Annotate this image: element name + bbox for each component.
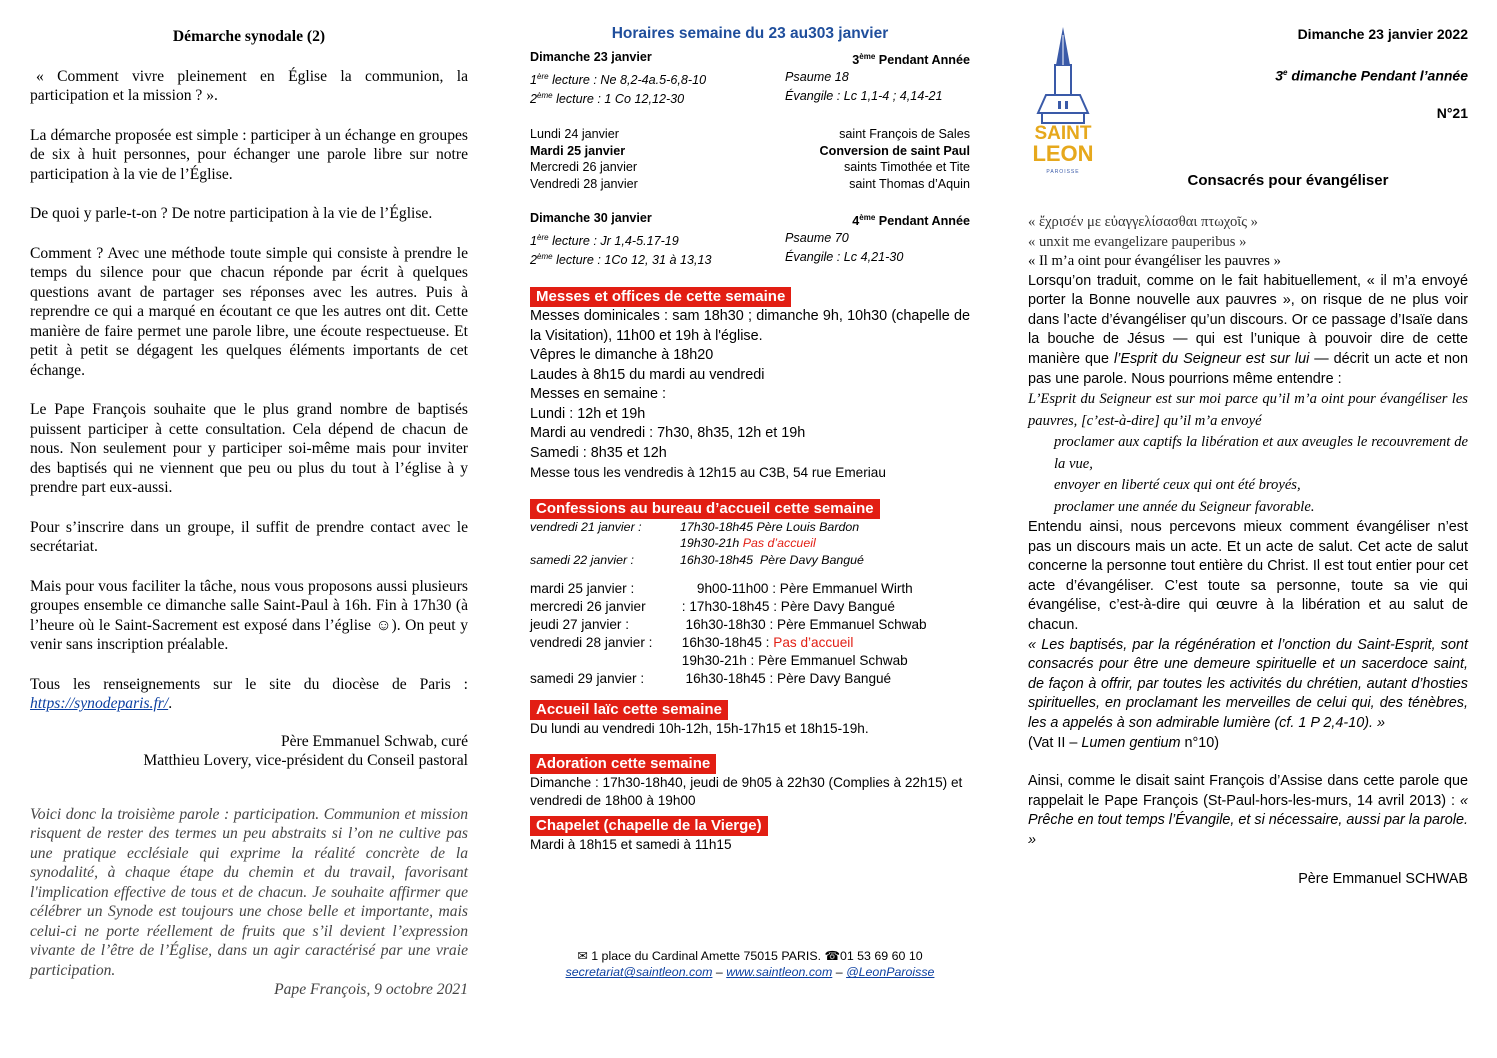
sunday1-num: 3 [852, 53, 860, 68]
sunday1-liturgy [852, 49, 970, 69]
weekday-saint: saint Thomas d’Aquin [849, 176, 970, 191]
confession-slot: 19h30-21h [680, 536, 743, 551]
issue-sunday-num: 3 [1275, 67, 1284, 84]
social-link[interactable]: @LeonParoisse [846, 965, 935, 980]
weekday-saint: saint François de Sales [839, 127, 970, 142]
confession-day [530, 652, 678, 670]
confession-day: samedi 22 janvier : [530, 552, 634, 567]
weekday-row [530, 143, 970, 160]
reading2-num: 2 [530, 92, 538, 107]
footer-sep: – [712, 965, 727, 980]
synodal-p4: Le Pape François souhaite que le plus grand nombre de baptisés puissent participer à cette consultation. Cela dépend de chacun de nous. Non seulement pour y participer soi-même mais pour inviter des baptisés qui ne viennent que peu ou plus du tout à l’église à y prendre part eux-aussi. [30, 401, 468, 496]
editorial-p1-a: Lorsqu’on traduit, comme on le fait habituellement, « il m’a envoyé porter la Bonne nouvelle aux pauvres », on risque de ne plus voir dans l’acte d’évangéliser qu’un discours. Or ce passage d’Isaïe dans la bouche de Jésus — qui est l’unique à pouvoir dire de cette manière que [1028, 272, 1468, 367]
editorial-p4-italic: « Prêche en tout temps l’Évangile, et si nécessaire, aussi par la parole. » [1028, 792, 1468, 848]
smiley-icon: ☺ [375, 616, 392, 634]
synodal-p7-end: . [168, 695, 173, 712]
chapelet-text: Mardi à 18h15 et samedi à 11h15 [530, 837, 732, 853]
confession-slot: 19h30-21h : Père Emmanuel Schwab [678, 653, 908, 669]
weekday-saint: saints Timothée et Tite [844, 160, 970, 175]
column-editorial [1028, 0, 1468, 889]
verse-french: « Il m’a oint pour évangéliser les pauvres » [1028, 253, 1281, 270]
confession-row [530, 552, 970, 569]
issue-number: N°21 [1436, 104, 1468, 121]
editorial-p1-b: — décrit un acte et non pas une parole. Nous pourrions même entendre : [1028, 350, 1469, 387]
verse-greek: « ἔχρισέν με εὐαγγελίσασθαι πτωχοῖς » [1028, 214, 1258, 231]
reading3-row [530, 230, 970, 250]
reading2 [530, 88, 684, 108]
sunday2-sup: ème [859, 213, 876, 223]
synodal-p7 [30, 675, 468, 714]
confession-day: vendredi 21 janvier : [530, 519, 642, 534]
weekday-day: Mardi 25 janvier [530, 143, 626, 158]
sunday2-right: Pendant Année [875, 214, 970, 229]
confession-row [530, 580, 970, 598]
confession-slot: 9h00-11h00 : Père Emmanuel Wirth [678, 581, 913, 597]
envelope-icon: ✉ [577, 949, 588, 964]
confessions-week2 [530, 580, 970, 688]
confession-row [530, 634, 970, 652]
verse-latin: « unxit me evangelizare pauperibus » [1028, 233, 1247, 250]
footer-address: 1 place du Cardinal Amette 75015 PARIS. [591, 949, 822, 964]
psalm1: Psaume 18 [785, 69, 849, 84]
isaiah-quote-3: envoyer en liberté ceux qui ont été broyés, [1054, 477, 1301, 494]
reading1-row [530, 69, 970, 89]
psalm2: Psaume 70 [785, 230, 849, 245]
email-link[interactable]: secretariat@saintleon.com [565, 965, 713, 980]
masses-list [530, 346, 970, 463]
issue-sunday [1028, 63, 1468, 86]
confession-day: mercredi 26 janvier [530, 599, 646, 615]
confession-note: Pas d’accueil [742, 536, 816, 551]
reading3-text: lecture : Jr 1,4-5.17-19 [548, 233, 679, 248]
editorial-p1-italic: l’Esprit du Seigneur est sur lui [1113, 350, 1310, 367]
signature-cure: Père Emmanuel Schwab, curé [280, 732, 468, 750]
confessions-week1 [530, 519, 970, 569]
reading4 [530, 249, 712, 269]
footer-phone: 01 53 69 60 10 [839, 949, 923, 964]
accueil-text: Du lundi au vendredi 10h-12h, 15h-17h15 et 18h15-19h. [530, 721, 869, 737]
synodal-intro: « Comment vivre pleinement en Église la communion, la participation et la mission ? ». [30, 67, 468, 104]
editorial-p1 [1028, 272, 1468, 390]
sunday1-right: Pendant Année [875, 53, 970, 68]
chapelet-heading: Chapelet (chapelle de la Vierge) [530, 816, 768, 836]
ref-a: (Vat II – [1028, 734, 1082, 751]
logo-paroisse: PAROISSE [1046, 169, 1080, 175]
masses-heading: Messes et offices de cette semaine [530, 287, 791, 307]
column-synodal [30, 0, 468, 1020]
mass-line: Lundi : 12h et 19h [530, 405, 646, 422]
confessions-heading: Confessions au bureau d’accueil cette semaine [530, 499, 880, 519]
logo-saint: SAINT [1034, 123, 1092, 144]
synodal-p6 [30, 577, 468, 655]
phone-icon: ☎ [824, 949, 840, 964]
reading4-num: 2 [530, 253, 538, 268]
column-schedule [530, 0, 970, 980]
editorial-p4 [1028, 772, 1468, 850]
reading2-text: lecture : 1 Co 12,12-30 [552, 92, 685, 107]
confession-slot: 16h30-18h45 : Père Davy Bangué [678, 671, 892, 687]
editorial-p3: « Les baptisés, par la régénération et l’onction du Saint-Esprit, sont consacrés pour être une demeure spirituelle et un sacerdoce saint, de façon à offrir, par toutes les activités du chrétien, autant d’hosties spirituelles, en proclamant les merveilles de celui qui, des ténèbres, les a appelés à son admirable lumière (cf. 1 P 2,4-10). » [1028, 636, 1468, 732]
isaiah-quote-4: proclamer une année du Seigneur favorable. [1054, 498, 1315, 515]
footer [530, 948, 970, 980]
confession-slot: 16h30-18h45 Père Davy Bangué [680, 552, 864, 567]
confession-row [530, 652, 970, 670]
signature-vp: Matthieu Lovery, vice-président du Conseil pastoral [143, 752, 468, 769]
reading1 [530, 69, 706, 89]
spacer [530, 108, 970, 126]
weekday-day: Vendredi 28 janvier [530, 176, 638, 191]
synodal-p3: Comment ? Avec une méthode toute simple qui consiste à prendre le temps du silence pour que chacun réponde par écrit à quelques questions avant de partager ses réponses avec les autres. Puis à reprendre ce qui a marqué en écoutant ce que les autres ont dit. Cette manière de faire permet une parole libre, une écoute respectueuse. Et petit à petit se dégagent les quelques éléments importants de cet échange. [30, 244, 468, 379]
footer-links [530, 964, 970, 980]
reading4-row [530, 249, 970, 269]
weekday-saint: Conversion de saint Paul [819, 143, 970, 158]
reading4-text: lecture : 1Co 12, 31 à 13,13 [552, 253, 712, 268]
spacer [530, 192, 970, 210]
reading2-row [530, 88, 970, 108]
ref-italic: Lumen gentium [1081, 734, 1181, 751]
reading3 [530, 230, 679, 250]
weekday-list [530, 126, 970, 192]
reading3-sup: ère [537, 232, 549, 242]
gospel2: Évangile : Lc 4,21-30 [785, 250, 904, 265]
issue-date: Dimanche 23 janvier 2022 [1297, 26, 1468, 42]
confession-row [530, 535, 970, 552]
mass-line: Samedi : 8h35 et 12h [530, 444, 667, 461]
mass-line: Laudes à 8h15 du mardi au vendredi [530, 366, 765, 383]
mass-line: Messes en semaine : [530, 386, 666, 403]
issue-sunday-sup: e [1283, 67, 1288, 77]
sunday2-day: Dimanche 30 janvier [530, 211, 652, 226]
confession-slot: 16h30-18h30 : Père Emmanuel Schwab [678, 617, 927, 633]
schedule-title: Horaires semaine du 23 au303 janvier [611, 25, 889, 42]
synode-link[interactable]: https://synodeparis.fr/ [30, 695, 169, 712]
editorial-p4-a: Ainsi, comme le disait saint François d’Assise dans cette parole que rappelait le Pape François (St-Paul-hors-les-murs, 14 avril 2013) : [1028, 773, 1468, 809]
confession-day: jeudi 27 janvier : [530, 617, 629, 633]
editorial-p2: Entendu ainsi, nous percevons mieux comment évangéliser n’est pas un discours mais un acte. Et un acte de salut. Cet acte de salut concerne la personne tout entière du Christ. Il est tout entier pour cet acte d’évangéliser. C’est toute sa personne, toute sa vie qui évangélise, c’est-à-dire qui œuvre à la libération et au salut de chacun. [1028, 519, 1468, 634]
mass-line: Vêpres le dimanche à 18h20 [530, 347, 714, 364]
isaiah-quote-2: proclamer aux captifs la libération et aux aveugles le recouvrement de la vue, [1054, 434, 1468, 472]
confession-day: vendredi 28 janvier : [530, 635, 653, 651]
confession-row [530, 670, 970, 688]
confession-day: samedi 29 janvier : [530, 671, 645, 687]
confession-day [530, 535, 680, 552]
issue-sunday-text: dimanche Pendant l’année [1287, 67, 1468, 84]
synodal-p7-text: Tous les renseignements sur le site du diocèse de Paris : [30, 675, 468, 693]
adoration-text: Dimanche : 17h30-18h40, jeudi de 9h05 à 22h30 (Complies à 22h15) et vendredi de 18h00 à 19h00 [530, 775, 963, 809]
masses-friday: Messe tous les vendredis à 12h15 au C3B, 54 rue Emeriau [530, 465, 886, 481]
pope-quote: Voici donc la troisième parole : participation. Communion et mission risquent de rester des termes un peu abstraits si l’on ne cultive pas une pratique ecclésiale qui exprime la réalité concrète de la synodalité, à chaque étape du chemin et du travail, favorisant l'implication effective de tous et de chacun. Je souhaite affirmer que célébrer un Synode est toujours une chose belle et importante, mais celui-ci ne porte réellement de fruits que s’il devient l’expression vivante de l’être de l’Église, dans un agir caractérisé par une vraie participation. [30, 805, 468, 979]
confession-row [530, 519, 970, 536]
sunday2-liturgy [852, 210, 970, 230]
accueil-heading: Accueil laïc cette semaine [530, 700, 728, 720]
sunday2-row [530, 210, 970, 230]
weekday-row [530, 126, 970, 143]
editorial-signature: Père Emmanuel SCHWAB [1298, 870, 1468, 887]
reading1-num: 1 [530, 72, 538, 87]
gospel1: Évangile : Lc 1,1-4 ; 4,14-21 [785, 89, 943, 104]
reading2-sup: ème [537, 91, 553, 101]
confession-row [530, 616, 970, 634]
reading4-sup: ème [537, 252, 553, 262]
weekday-row [530, 176, 970, 193]
confession-row [530, 598, 970, 616]
footer-address-line [530, 948, 970, 964]
weekday-day: Lundi 24 janvier [530, 127, 619, 142]
editorial-title: Consacrés pour évangéliser [1187, 172, 1389, 190]
reading1-sup: ère [537, 71, 549, 81]
adoration-heading: Adoration cette semaine [530, 754, 716, 774]
website-link[interactable]: www.saintleon.com [726, 965, 833, 980]
synodal-title: Démarche synodale (2) [172, 28, 326, 45]
synodal-p6-text-b: ). On peut y venir sans inscription préalable. [30, 616, 468, 653]
sunday1-row [530, 49, 970, 69]
logo-leon: LEON [1032, 141, 1094, 166]
masses-sunday: Messes dominicales : sam 18h30 ; dimanche 9h, 10h30 (chapelle de la Visitation), 11h00 et 19h à l'église. [530, 308, 970, 344]
weekday-day: Mercredi 26 janvier [530, 160, 638, 175]
confession-slot: 16h30-18h45 : [678, 635, 774, 651]
editorial-p3-ref [1028, 734, 1468, 754]
spacer [530, 568, 970, 580]
footer-sep: – [832, 965, 847, 980]
reading3-num: 1 [530, 233, 538, 248]
sunday1-day: Dimanche 23 janvier [530, 50, 652, 64]
confession-slot: : 17h30-18h45 : Père Davy Bangué [678, 599, 895, 615]
weekday-row [530, 159, 970, 176]
mass-line: Mardi au vendredi : 7h30, 8h35, 12h et 19h [530, 425, 806, 442]
confession-note: Pas d’accueil [773, 635, 854, 651]
synodal-p2: De quoi y parle-t-on ? De notre participation à la vie de l’Église. [30, 205, 433, 222]
synodal-p6-text-a: Mais pour vous faciliter la tâche, nous vous proposons aussi plusieurs groupes ensemble ce dimanche salle Saint-Paul à 16h. Fin à 17h30 (à l’heure où le Saint-Sacrement est exposé dans l’église [30, 577, 468, 634]
confession-slot: 17h30-18h45 Père Louis Bardon [680, 519, 860, 534]
confession-day: mardi 25 janvier : [530, 581, 635, 597]
sunday2-num: 4 [852, 214, 860, 229]
pope-quote-source: Pape François, 9 octobre 2021 [274, 981, 468, 998]
sunday1-sup: ème [859, 52, 876, 61]
synodal-p5: Pour s’inscrire dans un groupe, il suffit de prendre contact avec le secrétariat. [30, 518, 468, 555]
isaiah-quote-1: L’Esprit du Seigneur est sur moi parce qu’il m’a oint pour évangéliser les pauvres, [c’est-à-dire] qu’il m’a envoyé [1028, 391, 1468, 429]
synodal-p1: La démarche proposée est simple : participer à un échange en groupes de six à huit personnes, pour échanger une parole libre sur notre participation à la vie de l’Église. [30, 126, 468, 183]
ref-b: n°10) [1180, 734, 1220, 751]
reading1-text: lecture : Ne 8,2-4a.5-6,8-10 [548, 72, 707, 87]
